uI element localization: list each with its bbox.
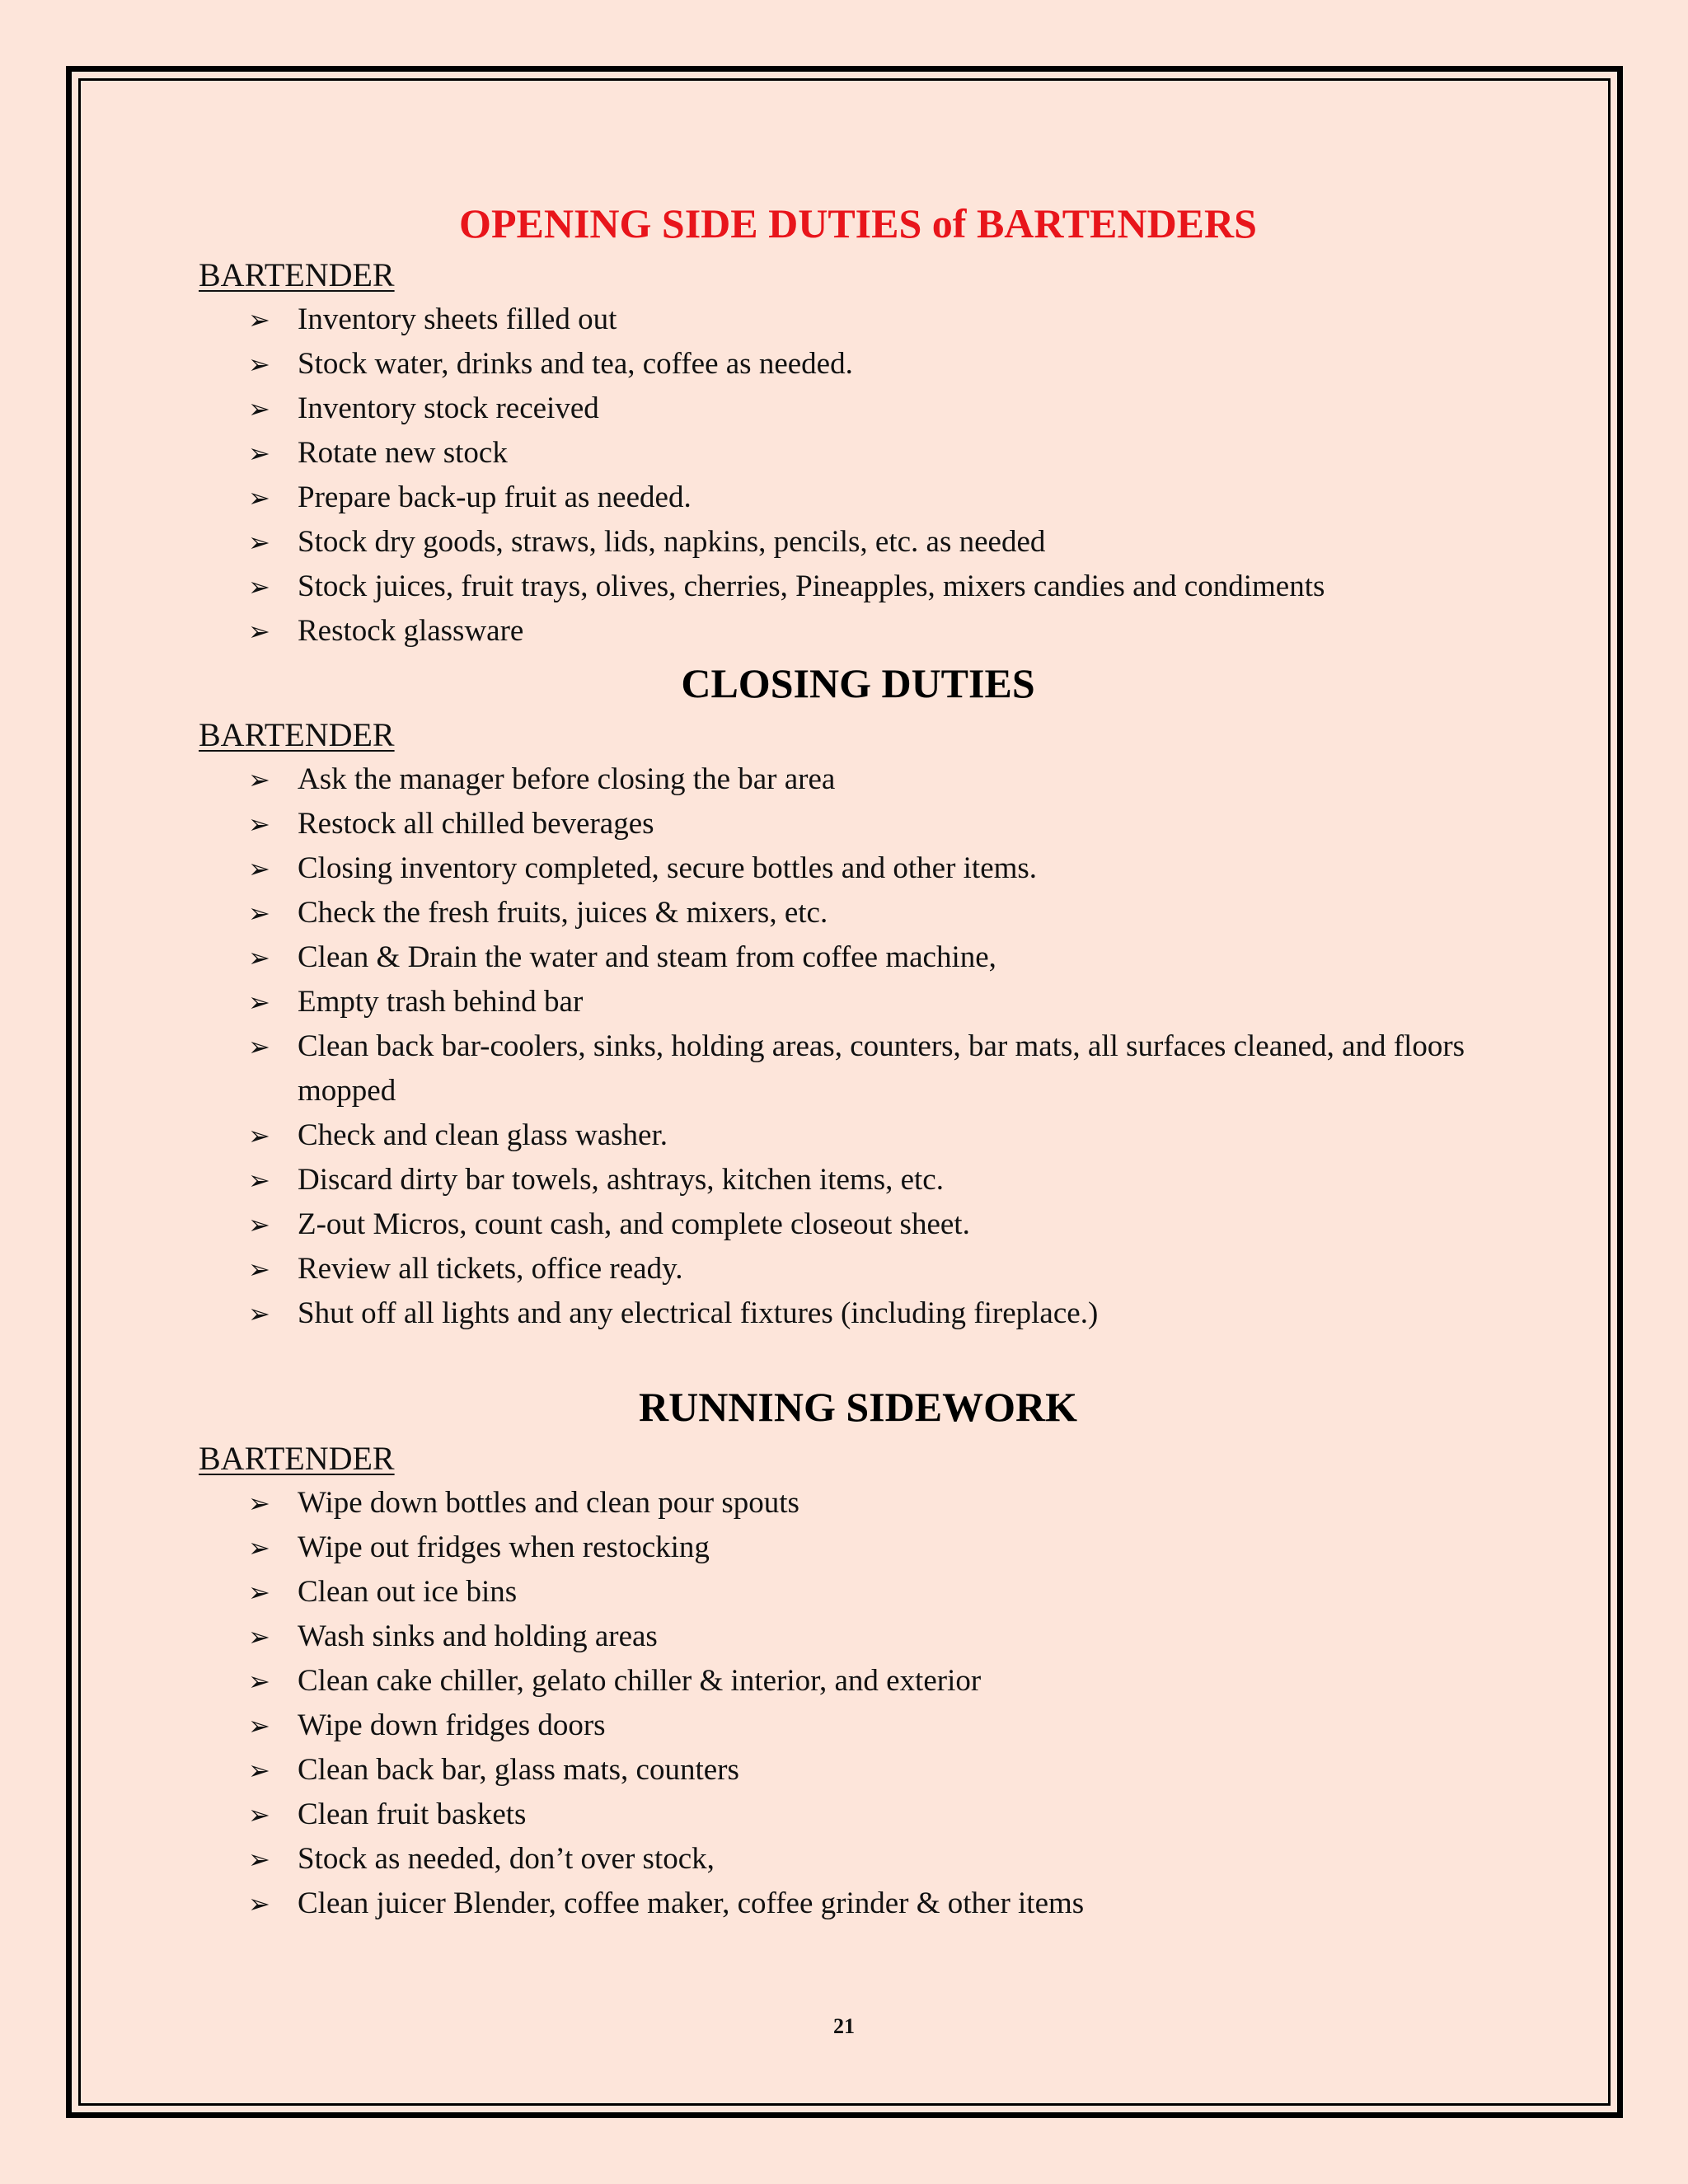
list-item: ➢ Restock all chilled beverages	[199, 802, 1517, 846]
page-number: 21	[833, 2014, 855, 2038]
list-item: ➢ Clean fruit baskets	[199, 1793, 1517, 1837]
arrow-bullet-icon: ➢	[248, 1621, 270, 1652]
role-label-closing: BARTENDER	[199, 716, 395, 753]
arrow-bullet-icon: ➢	[248, 349, 270, 380]
list-item: ➢ Clean cake chiller, gelato chiller & interior, and exterior	[199, 1659, 1517, 1704]
list-item: ➢ Wipe out fridges when restocking	[199, 1526, 1517, 1570]
role-label-opening: BARTENDER	[199, 256, 395, 293]
arrow-bullet-icon: ➢	[248, 1488, 270, 1519]
arrow-bullet-icon: ➢	[248, 1031, 270, 1062]
list-item: ➢ Discard dirty bar towels, ashtrays, kitchen items, etc.	[199, 1158, 1517, 1202]
section-running-sidework	[199, 1377, 1517, 1926]
list-item: ➢ Closing inventory completed, secure bottles and other items.	[199, 846, 1517, 891]
list-item: ➢ Inventory stock received	[199, 387, 1517, 431]
arrow-bullet-icon: ➢	[248, 616, 270, 647]
arrow-bullet-icon: ➢	[248, 1298, 270, 1329]
section-closing-duties	[199, 654, 1517, 1336]
section-spacer	[199, 1336, 1517, 1377]
duty-list-running	[199, 1481, 1517, 1926]
arrow-bullet-icon: ➢	[248, 1577, 270, 1608]
list-item: ➢ Wipe down fridges doors	[199, 1704, 1517, 1748]
list-item: ➢ Check the fresh fruits, juices & mixers, etc.	[199, 891, 1517, 935]
arrow-bullet-icon: ➢	[248, 1666, 270, 1697]
section-title-running: RUNNING SIDEWORK	[638, 1384, 1077, 1430]
list-item: ➢ Clean out ice bins	[199, 1570, 1517, 1615]
list-item: ➢ Clean back bar-coolers, sinks, holding areas, counters, bar mats, all surfaces cleaned, and floors mopped	[199, 1024, 1517, 1113]
list-item: ➢ Wipe down bottles and clean pour spouts	[199, 1481, 1517, 1526]
list-item: ➢ Rotate new stock	[199, 431, 1517, 476]
list-item: ➢ Prepare back-up fruit as needed.	[199, 476, 1517, 520]
arrow-bullet-icon: ➢	[248, 1844, 270, 1875]
arrow-bullet-icon: ➢	[248, 1532, 270, 1563]
arrow-bullet-icon: ➢	[248, 942, 270, 973]
list-item: ➢ Clean & Drain the water and steam from coffee machine,	[199, 935, 1517, 980]
arrow-bullet-icon: ➢	[248, 1120, 270, 1151]
list-item: ➢ Ask the manager before closing the bar area	[199, 757, 1517, 802]
list-item: ➢ Stock juices, fruit trays, olives, cherries, Pineapples, mixers candies and condiments	[199, 565, 1517, 609]
arrow-bullet-icon: ➢	[248, 987, 270, 1018]
section-title-closing: CLOSING DUTIES	[681, 660, 1035, 706]
list-item: ➢ Z-out Micros, count cash, and complete closeout sheet.	[199, 1202, 1517, 1247]
arrow-bullet-icon: ➢	[248, 571, 270, 602]
list-item: ➢ Clean juicer Blender, coffee maker, coffee grinder & other items	[199, 1882, 1517, 1926]
role-label-running: BARTENDER	[199, 1440, 395, 1477]
list-item: ➢ Stock dry goods, straws, lids, napkins, pencils, etc. as needed	[199, 520, 1517, 565]
list-item: ➢ Review all tickets, office ready.	[199, 1247, 1517, 1291]
arrow-bullet-icon: ➢	[248, 393, 270, 424]
arrow-bullet-icon: ➢	[248, 1799, 270, 1830]
arrow-bullet-icon: ➢	[248, 1165, 270, 1196]
arrow-bullet-icon: ➢	[248, 1755, 270, 1786]
list-item: ➢ Stock water, drinks and tea, coffee as needed.	[199, 342, 1517, 387]
section-opening-duties	[199, 194, 1517, 654]
list-item: ➢ Wash sinks and holding areas	[199, 1615, 1517, 1659]
list-item: ➢ Clean back bar, glass mats, counters	[199, 1748, 1517, 1793]
duty-list-opening	[199, 298, 1517, 654]
list-item: ➢ Check and clean glass washer.	[199, 1113, 1517, 1158]
arrow-bullet-icon: ➢	[248, 1254, 270, 1285]
arrow-bullet-icon: ➢	[248, 808, 270, 840]
arrow-bullet-icon: ➢	[248, 304, 270, 335]
arrow-bullet-icon: ➢	[248, 482, 270, 513]
arrow-bullet-icon: ➢	[248, 853, 270, 884]
list-item: ➢ Stock as needed, don’t over stock,	[199, 1837, 1517, 1882]
document-content	[199, 194, 1517, 1926]
arrow-bullet-icon: ➢	[248, 1209, 270, 1240]
list-item: ➢ Empty trash behind bar	[199, 980, 1517, 1024]
arrow-bullet-icon: ➢	[248, 1710, 270, 1741]
arrow-bullet-icon: ➢	[248, 527, 270, 558]
list-item: ➢ Restock glassware	[199, 609, 1517, 654]
list-item: ➢ Shut off all lights and any electrical fixtures (including fireplace.)	[199, 1291, 1517, 1336]
section-title-opening: OPENING SIDE DUTIES of BARTENDERS	[459, 200, 1257, 246]
list-item: ➢ Inventory sheets filled out	[199, 298, 1517, 342]
duty-list-closing	[199, 757, 1517, 1336]
arrow-bullet-icon: ➢	[248, 1888, 270, 1919]
arrow-bullet-icon: ➢	[248, 438, 270, 469]
arrow-bullet-icon: ➢	[248, 898, 270, 929]
arrow-bullet-icon: ➢	[248, 764, 270, 795]
